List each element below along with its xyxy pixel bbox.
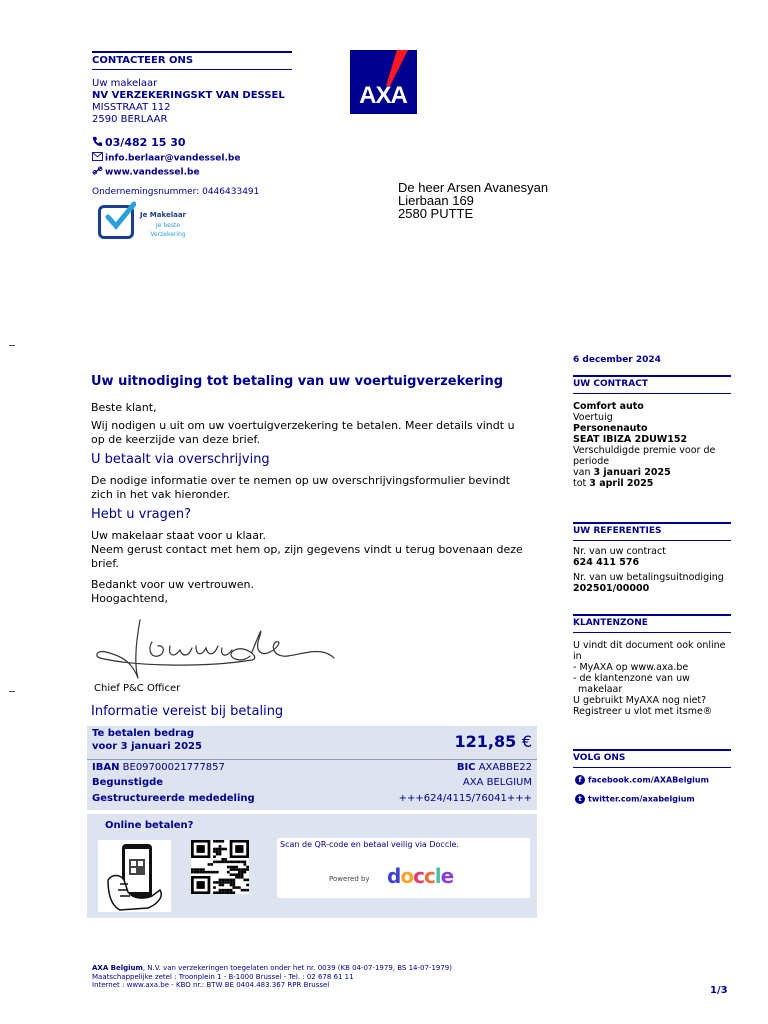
facebook-url: facebook.com/AXABelgium [588, 775, 709, 785]
scan-instructions: Scan de QR-code en betaal veilig via Doccle. [280, 840, 459, 849]
bic-value[interactable]: AXABBE22 [478, 762, 532, 773]
letter-date: 6 december 2024 [573, 355, 661, 365]
broker-block [92, 78, 285, 126]
transfer-paragraph: De nodige informatie over te nemen op uw overschrijvingsformulier bevindt zich in het vak hieronder. [91, 474, 511, 501]
letter-subject: Uw uitnodiging tot betaling van uw voertuigverzekering [91, 374, 504, 389]
axa-logo-mark [350, 50, 417, 114]
broker-label: Uw makelaar [92, 78, 158, 89]
twitter-link[interactable] [575, 794, 695, 804]
website-url: www.vandessel.be [105, 167, 200, 178]
amount-label-line1: Te betalen bedrag [92, 728, 194, 739]
broker-street: MISSTRAAT 112 [92, 102, 171, 113]
company-number: Ondernemingsnummer: 0446433491 [92, 187, 260, 197]
qr-code-icon [191, 840, 249, 894]
signature [92, 612, 337, 687]
fold-mark-top [9, 345, 15, 346]
contract-bottom-rule [573, 393, 731, 394]
broker-phone[interactable] [92, 136, 186, 150]
footer-legal [92, 964, 452, 990]
badge-subtitle-line2: Verzekering [150, 231, 186, 238]
customer-item-broker-cont: makelaar [578, 684, 623, 695]
customer-item-myaxa: - MyAXA op www.axa.be [573, 662, 689, 673]
payment-heading: Informatie vereist bij betaling [91, 704, 284, 719]
reference-label: Gestructureerde mededeling [92, 793, 255, 804]
recipient-name: De heer Arsen Avanesyan [398, 180, 549, 195]
customer-intro: U vindt dit document ook online in [573, 640, 726, 662]
facebook-icon: f [575, 775, 585, 785]
invitation-no-label: Nr. van uw betalingsuitnodiging [573, 572, 724, 583]
customer-bottom-rule [573, 632, 731, 633]
amount-number: 121,85 [454, 732, 517, 751]
period-from [573, 467, 733, 478]
customer-question: U gebruikt MyAXA nog niet? [573, 695, 707, 706]
iban-value[interactable]: BE09700021777857 [122, 762, 225, 773]
contact-bottom-rule [92, 69, 292, 70]
refs-heading: UW REFERENTIES [573, 526, 662, 536]
bic-label: BIC [456, 762, 476, 773]
contract-top-rule [573, 375, 731, 377]
contact-top-rule [92, 51, 292, 53]
broker-city: 2590 BERLAAR [92, 114, 168, 125]
to-label: tot [573, 478, 587, 489]
questions-heading: Hebt u vragen? [91, 507, 192, 522]
product-name: Comfort auto [573, 401, 644, 412]
axa-logo [350, 50, 417, 114]
check-icon [104, 201, 136, 233]
footer-company: AXA Belgium [92, 964, 143, 972]
customer-register[interactable]: Registreer u vlot met itsme® [573, 706, 713, 717]
vehicle-label: Voertuig [573, 412, 613, 423]
transfer-heading: U betaalt via overschrijving [91, 452, 270, 467]
doccle-logo-text: doccle [387, 864, 454, 888]
facebook-link[interactable] [575, 775, 709, 785]
twitter-url: twitter.com/axabelgium [588, 794, 695, 804]
questions-line2: Neem gerust contact met hem op, zijn gegevens vindt u terug bovenaan deze brief. [91, 543, 523, 570]
greeting: Beste klant, [91, 401, 157, 414]
badge-title: Je Makelaar [140, 211, 186, 219]
invitation-no: 202501/00000 [573, 583, 650, 594]
recipient-city: 2580 PUTTE [398, 206, 474, 221]
premium-label: Verschuldigde premie voor de periode [573, 445, 716, 467]
vehicle-type: Personenauto [573, 423, 648, 434]
iban-label: IBAN [92, 762, 120, 773]
intro-paragraph: Wij nodigen u uit om uw voertuigverzekering te betalen. Meer details vindt u op de keerzijde van deze brief. [91, 419, 515, 446]
footer-registration: , N.V. van verzekeringen toegelaten onder het nr. 0039 (KB 04-07-1979, BS 14-07-1979) [142, 964, 452, 972]
phone-number: 03/482 15 30 [105, 136, 186, 149]
envelope-icon [92, 152, 104, 164]
closing-line: Hoogachtend, [91, 592, 169, 605]
contract-no: 624 411 576 [573, 557, 640, 568]
payment-divider [87, 759, 537, 760]
from-date: 3 januari 2025 [593, 467, 671, 478]
twitter-icon: t [575, 794, 585, 804]
thanks-line: Bedankt voor uw vertrouwen. [91, 578, 254, 591]
recipient-address [398, 181, 548, 220]
refs-top-rule [573, 522, 731, 524]
online-payment-box [87, 814, 537, 918]
amount-value [454, 732, 532, 751]
amount-label-line2: voor 3 januari 2025 [92, 741, 202, 752]
phone-scan-illustration [98, 840, 171, 912]
customer-top-rule [573, 614, 731, 616]
customer-details [573, 640, 733, 717]
follow-heading: VOLG ONS [573, 753, 626, 763]
badge-subtitle-line1: Je beste [155, 222, 181, 229]
phone-icon [92, 136, 104, 150]
footer-line3: Internet : www.axa.be - KBO nr.: BTW BE 0404.483.367 RPR Brussel [92, 981, 330, 989]
broker-email[interactable] [92, 152, 240, 164]
questions-line1: Uw makelaar staat voor u klaar. [91, 529, 267, 542]
from-label: van [573, 467, 591, 478]
doccle-panel[interactable] [277, 838, 530, 898]
period-to [573, 478, 733, 489]
doccle-logo [387, 864, 453, 888]
hand-phone-icon [98, 840, 171, 912]
amount-currency: € [521, 732, 532, 751]
contract-heading: UW CONTRACT [573, 379, 648, 389]
broker-name: NV VERZEKERINGSKT VAN DESSEL [92, 90, 285, 101]
badge-subtitle [148, 221, 188, 239]
closing-block [91, 578, 531, 606]
refs-bottom-rule [573, 540, 731, 541]
follow-bottom-rule [573, 767, 731, 768]
page-number: 1/3 [710, 985, 728, 996]
link-icon [92, 166, 104, 178]
email-address: info.berlaar@vandessel.be [105, 153, 241, 164]
qr-code[interactable] [191, 840, 249, 894]
broker-website[interactable] [92, 166, 200, 178]
je-makelaar-badge [98, 205, 193, 245]
contract-details [573, 401, 733, 489]
customer-heading: KLANTENZONE [573, 618, 648, 628]
payment-table [87, 726, 537, 810]
to-date: 3 april 2025 [589, 478, 654, 489]
contract-no-label: Nr. van uw contract [573, 546, 666, 557]
vehicle-name: SEAT IBIZA 2DUW152 [573, 434, 688, 445]
signer-title: Chief P&C Officer [94, 683, 181, 694]
contact-title: CONTACTEER ONS [92, 55, 194, 66]
customer-item-broker: - de klantenzone van uw [573, 673, 690, 684]
beneficiary-value: AXA BELGIUM [462, 777, 532, 788]
reference-value[interactable]: +++624/4115/76041+++ [398, 793, 532, 804]
follow-top-rule [573, 749, 731, 751]
questions-paragraph [91, 529, 531, 571]
recipient-street: Lierbaan 169 [398, 193, 474, 208]
powered-by-label: Powered by [329, 875, 370, 883]
footer-line2: Maatschappelijke zetel : Troonplein 1 - B-1000 Brussel - Tel. : 02 678 61 11 [92, 972, 354, 981]
axa-logo-text: AXA [359, 82, 407, 109]
refs-details [573, 546, 733, 594]
online-title: Online betalen? [105, 820, 194, 831]
footer-line1 [92, 964, 452, 973]
fold-mark-bottom [9, 691, 15, 692]
beneficiary-label: Begunstigde [92, 777, 164, 788]
